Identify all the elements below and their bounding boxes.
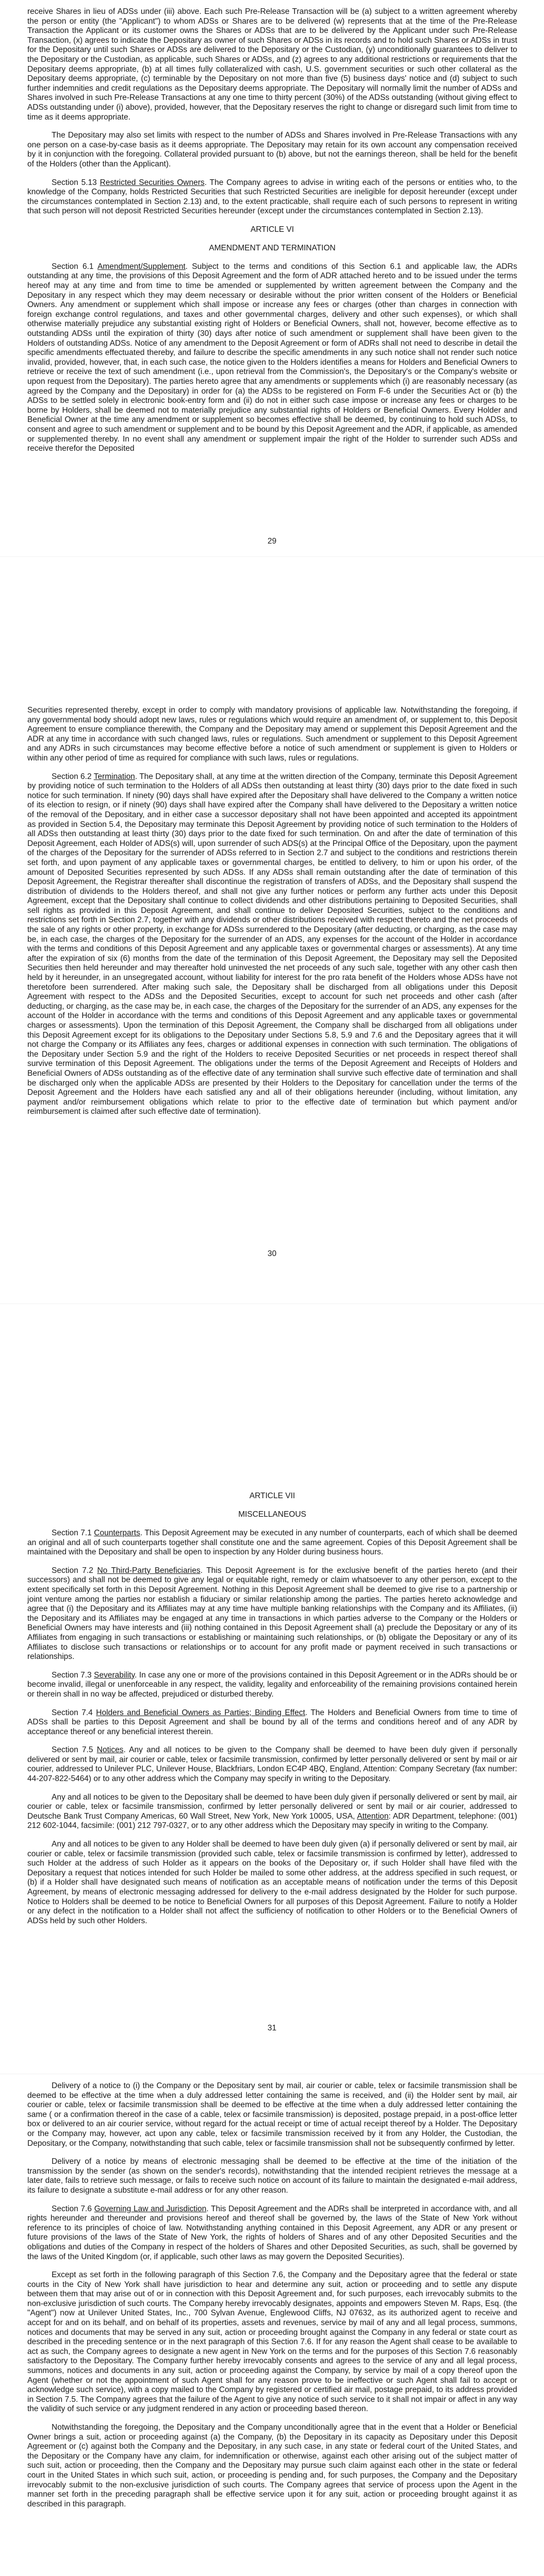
page-number: 30: [267, 1249, 277, 1258]
section-7-5: [27, 1745, 517, 1784]
section-number: Section 7.1: [52, 1529, 92, 1537]
page-30-body: [27, 706, 517, 1126]
section-number: Section 7.3: [52, 1670, 92, 1680]
section-7-1: [27, 1529, 517, 1557]
section-6-1: [27, 262, 517, 454]
section-title: Governing Law and Jurisdiction: [94, 2204, 207, 2213]
section-7-2: [27, 1566, 517, 1662]
paragraph-amendment-law: Securities represented thereby, except in order to comply with mandatory provisions of applicable law. Notwithstanding the foregoing, if any governmental body should adopt new laws, rules or regulations which would require an amendment of, or supplement to, this Deposit Agreement to ensure compliance therewith, the Company and the Depositary may amend or supplement this Deposit Agreement and the ADR at any time in accordance with such changed laws, rules or regulations. Such amendment or supplement to this Deposit Agreement and any ADRs in such circumstances may become effective before a notice of such amendment or supplement is given to Holders or within any other period of time as required for compliance with such laws, rules or regulations.: [27, 706, 517, 762]
paragraph-jurisdiction: Except as set forth in the following paragraph of this Section 7.6, the Company and the Depositary agree that the federal or state courts in the City of New York shall have jurisdiction to hear and determine any suit, action or proceeding and to settle any dispute between them that may arise out of or in connection with this Deposit Agreement and, for such purposes, each irrevocably submits to the non-exclusive jurisdiction of such courts. The Company hereby irrevocably designates, appoints and empowers Steven M. Raps, Esq. (the "Agent") now at Unilever United States, Inc., 700 Sylvan Avenue, Englewood Cliffs, NJ 07632, as its authorized agent to receive and accept for and on its behalf, and on behalf of its properties, assets and revenues, service by mail of any and all legal process, summons, notices and documents that may be served in any suit, action or proceeding brought against the Company in any federal or state court as described in the preceding sentence or in the next paragraph of this Section 7.6. If for any reason the Agent shall cease to be available to act as such, the Company agrees to designate a new agent in New York on the terms and for the purposes of this Section 7.6 reasonably satisfactory to the Depositary. The Company further hereby irrevocably consents and agrees to the service of any and all legal process, summons, notices and documents in any suit, action or proceeding against the Company, by service by mail of a copy thereof upon the Agent (whether or not the appointment of such Agent shall for any reason prove to be ineffective or such Agent shall fail to accept or acknowledge such service), with a copy mailed to the Company by registered or certified air mail, postage prepaid, to its address provided in Section 7.5. The Company agrees that the failure of the Agent to give any notice of such service to it shall not impair or affect in any way the validity of such service or any judgment rendered in any action or proceeding based thereon.: [27, 2270, 517, 2414]
notice-text: Any and all notices to be given to the Depositary shall be deemed to have been duly given if personally delivered or sent by mail, air courier or cable, telex or facsimile transmission, confirmed by letter personally delivered or sent by mail or air courier, addressed to Deutsche Bank Trust Company Americas, 60 Wall Street, New York, New York 10005, USA,: [27, 1792, 517, 1821]
section-6-2: [27, 772, 517, 1117]
section-body: . This Deposit Agreement is for the exclusive benefit of the parties hereto (and their successors) and shall not be deemed to give any legal or equitable right, remedy or claim whatsoever to any other person, except to the extent specifically set forth in this Deposit Agreement. Nothing in this Deposit Agreement shall be deemed to give rise to a partnership or joint venture among the parties nor establish a fiduciary or similar relationship among the parties. The parties hereto acknowledge and agree that (i) the Depositary and its Affiliates may at any time have multiple banking relationships with the Company and its Affiliates, (ii) the Depositary and its Affiliates may be engaged at any time in transactions in which parties adverse to the Company or the Holders or Beneficial Owners may have interests and (iii) nothing contained in this Deposit Agreement shall (a) preclude the Depositary or any of its Affiliates from engaging in such transactions or establishing or maintaining such relationships, or (b) obligate the Depositary or any of its Affiliates to disclose such transactions or relationships or to account for any profit made or payment received in such transactions or relationships.: [27, 1566, 517, 1662]
section-title: Holders and Beneficial Owners as Parties; Binding Effect: [96, 1708, 305, 1717]
section-body: . Any and all notices to be given to the Company shall be deemed to have been duly given if personally delivered or sent by mail, air courier or cable, telex or facsimile transmission, confirmed by letter personally delivered or sent by mail or air courier, addressed to Unilever PLC, Unilever House, Blackfriars, London EC4P 4BQ, England, Attention: Company Secretary (fax number: 44-207-822-5464) or to any other address which the Company may specify in writing to the Depositary.: [27, 1745, 518, 1784]
section-title: Amendment/Supplement: [97, 262, 186, 271]
section-number: Section 5.13: [52, 178, 97, 187]
page-divider: [0, 556, 544, 557]
section-title: Restricted Securities Owners: [100, 178, 205, 187]
section-title: Counterparts: [94, 1529, 140, 1537]
article-heading: ARTICLE VI: [250, 225, 294, 234]
section-number: Section 6.1: [52, 262, 94, 271]
section-body: . The Depositary shall, at any time at the written direction of the Company, terminate this Deposit Agreement by providing notice of such termination to the Holders of all ADSs then outstanding at least thirty (30) days prior to the date fixed in such notice for such termination. If ninety (90) days shall have expired after the Depositary shall have delivered to the Company a written notice of its election to resign, or if ninety (90) days shall have expired after the Company shall have delivered to the Depositary a written notice of the removal of the Depositary, and in either case a successor depositary shall not have been appointed and accepted its appointment as provided in Section 5.4, the Depositary may terminate this Deposit Agreement by providing notice of such termination to the Holders of all ADSs then outstanding at least thirty (30) days prior to the date fixed for such termination. On and after the date of termination of this Deposit Agreement, each Holder of ADS(s) will, upon surrender of such ADS(s) at the Principal Office of the Depositary, upon the payment of the charges of the Depositary for the surrender of ADSs referred to in Section 2.7 and subject to the conditions and restrictions therein set forth, and upon payment of any applicable taxes or governmental charges, be entitled to delivery, to him or upon his order, of the amount of Deposited Securities represented by such ADSs. If any ADSs shall remain outstanding after the date of termination of this Deposit Agreement, the Registrar thereafter shall discontinue the registration of transfers of ADSs, and the Depositary shall suspend the distribution of dividends to the Holders thereof, and shall not give any further notices or perform any further acts under this Deposit Agreement, except that the Depositary shall continue to collect dividends and other distributions pertaining to Deposited Securities, shall sell rights as provided in this Deposit Agreement, and shall continue to deliver Deposited Securities, subject to the conditions and restrictions set forth in Section 2.7, together with any dividends or other distributions received with respect thereto and the net proceeds of the sale of any rights or other property, in exchange for ADSs surrendered to the Depositary (after deducting, or charging, as the case may be, in each case, the charges of the Depositary for the surrender of an ADS, any expenses for the account of the Holder in accordance with the terms and conditions of this Deposit Agreement and any applicable taxes or governmental charges or assessments). At any time after the expiration of six (6) months from the date of the termination of this Deposit Agreement, the Depositary may sell the Deposited Securities then held hereunder and may thereafter hold uninvested the net proceeds of any such sale, together with any other cash then held by it hereunder, in an unsegregated account, without liability for interest for the pro rata benefit of the Holders whose ADSs have not theretofore been surrendered. After making such sale, the Depositary shall be discharged from all obligations under this Deposit Agreement with respect to the ADSs and the Deposited Securities, except to account for such net proceeds and other cash (after deducting, or charging, as the case may be, in each case, the charges of the Depositary for the surrender of an ADS, any expenses for the account of the Holder in accordance with the terms and conditions of this Deposit Agreement and any applicable taxes or governmental charges or assessments). Upon the termination of this Deposit Agreement, the Company shall be discharged from all obligations under this Deposit Agreement except for its obligations to the Depositary under Sections 5.8, 5.9 and 7.6 and the Depositary agrees that it will not charge the Company or its Affiliates any fees, charges or additional expenses in connection with such termination. The obligations of the Depositary under Section 5.9 and the right of the Holders to receive Deposited Securities or net proceeds in respect thereof shall survive termination of this Deposit Agreement. The obligations under the terms of the Deposit Agreement and Receipts of Holders and Beneficial Owners of ADSs outstanding as of the effective date of any termination shall survive such effective date of termination and shall be discharged only when the applicable ADSs are presented by their Holders to the Depositary for cancellation under the terms of the Deposit Agreement and the Holders have each satisfied any and all of their obligations hereunder (including, without limitation, any payment and/or reimbursement obligations which relate to prior to the effective date of termination but which payment and/or reimbursement is claimed after such effective date of termination).: [27, 772, 517, 1116]
paragraph-holder-suits: Notwithstanding the foregoing, the Depositary and the Company unconditionally agree that in the event that a Holder or Beneficial Owner brings a suit, action or proceeding against (a) the Company, (b) the Depositary in its capacity as Depositary under this Deposit Agreement or (c) against both the Company and the Depositary, in any such case, in any state or federal court of the United States, and the Depositary or the Company have any claim, for indemnification or otherwise, against each other arising out of the subject matter of such suit, action or proceeding, then the Company and the Depositary may pursue such claim against each other in the state or federal court in the United States in which such suit, action, or proceeding is pending and, for such purposes, the Company and the Depositary irrevocably submit to the non-exclusive jurisdiction of such courts. The Company agrees that service of process upon the Agent in the manner set forth in the preceding paragraph shall be effective service upon it for any suit, action or proceeding brought against it as described in this paragraph.: [27, 2423, 517, 2509]
section-number: Section 6.2: [52, 772, 92, 781]
paragraph-electronic-notice: Delivery of a notice by means of electronic messaging shall be deemed to be effective at the time of the initiation of the transmission by the sender (as shown on the sender's records), notwithstanding that the intended recipient retrieves the message at a later date, fails to retrieve such message, or fails to receive such notice on account of its failure to maintain the designated e-mail address, its failure to designate a substitute e-mail address or for any other reason.: [27, 2157, 517, 2195]
section-7-3: [27, 1671, 517, 1700]
page-32-body: [27, 2081, 517, 2518]
page-divider: [0, 1303, 544, 1304]
article-heading: ARTICLE VII: [249, 1492, 295, 1500]
notice-text: : ADR Department, telephone: (001) 212 602-1044, facsimile: (001) 212 797-0327, or to any other address which the Depositary may specify in writing to the Company.: [27, 1811, 517, 1831]
section-body: . This Deposit Agreement and the ADRs shall be interpreted in accordance with, and all rights hereunder and thereunder and provisions hereof and thereof shall be governed by, the laws of the State of New York without reference to its principles of choice of law. Notwithstanding anything contained in this Deposit Agreement, any ADR or any present or future provisions of the laws of the State of New York, the rights of holders of Shares and of any other Deposited Securities and the obligations and duties of the Company in respect of the holders of Shares and other Deposited Securities, as such, shall be governed by the laws of the United Kingdom (or, if applicable, such other laws as may govern the Deposited Securities).: [27, 2204, 517, 2261]
paragraph-depositary-notices: [27, 1793, 517, 1831]
attention-label: Attention: [357, 1811, 389, 1821]
section-number: Section 7.2: [52, 1566, 93, 1575]
section-7-4: [27, 1708, 517, 1737]
paragraph-notice-delivery: Delivery of a notice to (i) the Company or the Depositary sent by mail, air courier or cable, telex or facsimile transmission shall be deemed to be effective at the time when a duly addressed letter containing the same is received, and (ii) the Holder sent by mail, air courier or cable, telex or facsimile transmission shall be deemed to be effective at the time when a duly addressed letter containing the same ( or a confirmation thereof in the case of a cable, telex or facsimile transmission) is deposited, postage prepaid, in a post-office letter box or delivered to an air courier service, without regard for the actual receipt or time of actual receipt thereof by a Holder. The Depositary or the Company may, however, act upon any cable, telex or facsimile transmission received by it from any Holder, the Custodian, the Depositary, or the Company, notwithstanding that such cable, telex or facsimile transmission shall not be subsequently confirmed by letter.: [27, 2081, 517, 2148]
section-number: Section 7.4: [52, 1708, 93, 1717]
section-body: . The Holders and Beneficial Owners from time to time of ADSs shall be parties to this Deposit Agreement and shall be bound by all of the terms and conditions hereof and of any ADR by acceptance thereof or any beneficial interest therein.: [27, 1708, 517, 1736]
page-31-body: [27, 1492, 517, 1935]
section-body: . In case any one or more of the provisions contained in this Deposit Agreement or in the ADRs should be or become invalid, illegal or unenforceable in any respect, the validity, legality and enforceability of the remaining provisions contained herein or therein shall in no way be affected, prejudiced or disturbed thereby.: [27, 1670, 517, 1699]
section-body: . Subject to the terms and conditions of this Section 6.1 and applicable law, the ADRs outstanding at any time, the provisions of this Deposit Agreement and the form of ADR attached hereto and to be issued under the terms hereof may at any time and from time to time be amended or supplemented by written agreement between the Company and the Depositary in any respect which they may deem necessary or desirable without the prior written consent of the Holders or Beneficial Owners. Any amendment or supplement which shall impose or increase any fees or charges (other than charges in connection with foreign exchange control regulations, and taxes and other governmental charges, delivery and other such expenses), or which shall otherwise materially prejudice any substantial existing right of Holders or Beneficial Owners, shall not, however, become effective as to outstanding ADSs until the expiration of thirty (30) days after notice of such amendment or supplement shall have been given to the Holders of outstanding ADSs. Notice of any amendment to the Deposit Agreement or form of ADRs shall not need to describe in detail the specific amendments effectuated thereby, and failure to describe the specific amendments in any such notice shall not render such notice invalid, provided, however, that, in each such case, the notice given to the Holders identifies a means for Holders and Beneficial Owners to retrieve or receive the text of such amendment (i.e., upon retrieval from the Commission's, the Depositary's or the Company's website or upon request from the Depositary). The parties hereto agree that any amendments or supplements which (i) are reasonably necessary (as agreed by the Company and the Depositary) in order for (a) the ADSs to be registered on Form F-6 under the Securities Act or (b) the ADSs to be settled solely in electronic book-entry form and (ii) do not in either such case impose or increase any fees or charges to be borne by Holders, shall be deemed not to materially prejudice any substantial rights of Holders or Beneficial Owners. Every Holder and Beneficial Owner at the time any amendment or supplement so becomes effective shall be deemed, by continuing to hold such ADSs, to consent and agree to such amendment or supplement and to be bound by this Deposit Agreement and the ADR, if applicable, as amended or supplemented thereby. In no event shall any amendment or supplement impair the right of the Holder to surrender such ADSs and receive therefor the Deposited: [27, 262, 517, 453]
page-29-body: [27, 7, 517, 463]
section-body: . This Deposit Agreement may be executed in any number of counterparts, each of which shall be deemed an original and all of such counterparts together shall constitute one and the same agreement. Copies of this Deposit Agreement shall be maintained with the Depositary and shall be open to inspection by any Holder during business hours.: [27, 1529, 517, 1557]
page-number: 31: [267, 2024, 277, 2032]
section-number: Section 7.5: [52, 1745, 93, 1755]
section-title: Severability: [94, 1670, 135, 1680]
article-title: AMENDMENT AND TERMINATION: [209, 243, 336, 252]
section-7-6: [27, 2205, 517, 2262]
paragraph-pre-release-terms: receive Shares in lieu of ADSs under (iii) above. Each such Pre-Release Transaction will be (a) subject to a written agreement whereby the person or entity (the "Applicant") to whom ADSs or Shares are to be delivered (w) represents that at the time of the Pre-Release Transaction the Applicant or its customer owns the Shares or ADSs that are to be delivered by the Applicant under such Pre-Release Transaction, (x) agrees to indicate the Depositary as owner of such Shares or ADSs in its records and to hold such Shares or ADSs in trust for the Depositary until such Shares or ADSs are delivered to the Depositary or the Custodian, (y) unconditionally guarantees to deliver to the Depositary or the Custodian, as applicable, such Shares or ADSs, and (z) agrees to any additional restrictions or requirements that the Depositary deems appropriate, (b) at all times fully collateralized with cash, U.S. government securities or such other collateral as the Depositary deems appropriate, (c) terminable by the Depositary on not more than five (5) business days' notice and (d) subject to such further indemnities and credit regulations as the Depositary deems appropriate. The Depositary will normally limit the number of ADSs and Shares involved in such Pre-Release Transactions at any one time to thirty percent (30%) of the ADSs outstanding (without giving effect to ADSs outstanding under (i) above), provided, however, that the Depositary reserves the right to change or disregard such limit from time to time as it deems appropriate.: [27, 7, 517, 122]
section-title: Termination: [93, 772, 135, 781]
section-5-13: [27, 178, 517, 216]
article-title: MISCELLANEOUS: [238, 1510, 306, 1519]
section-title: No Third-Party Beneficiaries: [97, 1566, 201, 1575]
section-body: . The Company agrees to advise in writing each of the persons or entities who, to the knowledge of the Company, holds Restricted Securities that such Restricted Securities are ineligible for deposit hereunder (except under the circumstances contemplated in Section 2.13) and, to the extent practicable, shall require each of such persons to represent in writing that such person will not deposit Restricted Securities hereunder (except under the circumstances contemplated in Section 2.13).: [27, 178, 517, 216]
paragraph-pre-release-limits: The Depositary may also set limits with respect to the number of ADSs and Shares involved in Pre-Release Transactions with any one person on a case-by-case basis as it deems appropriate. The Depositary may retain for its own account any compensation received by it in conjunction with the foregoing. Collateral provided pursuant to (b) above, but not the earnings thereon, shall be held for the benefit of the Holders (other than the Applicant).: [27, 131, 517, 168]
section-number: Section 7.6: [52, 2204, 92, 2213]
paragraph-holder-notices: Any and all notices to be given to any Holder shall be deemed to have been duly given (a) if personally delivered or sent by mail, air courier or cable, telex or facsimile transmission (provided such cable, telex or facsimile transmission is confirmed by letter), addressed to such Holder at the address of such Holder as it appears on the books of the Depositary or, if such Holder shall have filed with the Depositary a request that notices intended for such Holder be mailed to some other address, at the address specified in such request, or (b) if a Holder shall have designated such means of notification as an acceptable means of notification under the terms of this Deposit Agreement, by means of electronic messaging addressed for delivery to the e-mail address designated by the Holder for such purpose. Notice to Holders shall be deemed to be notice to Beneficial Owners for all purposes of this Deposit Agreement. Failure to notify a Holder or any defect in the notification to a Holder shall not affect the sufficiency of notification to other Holders or to the Beneficial Owners of ADSs held by such other Holders.: [27, 1840, 517, 1925]
page-number: 29: [267, 537, 277, 546]
section-title: Notices: [96, 1745, 124, 1755]
